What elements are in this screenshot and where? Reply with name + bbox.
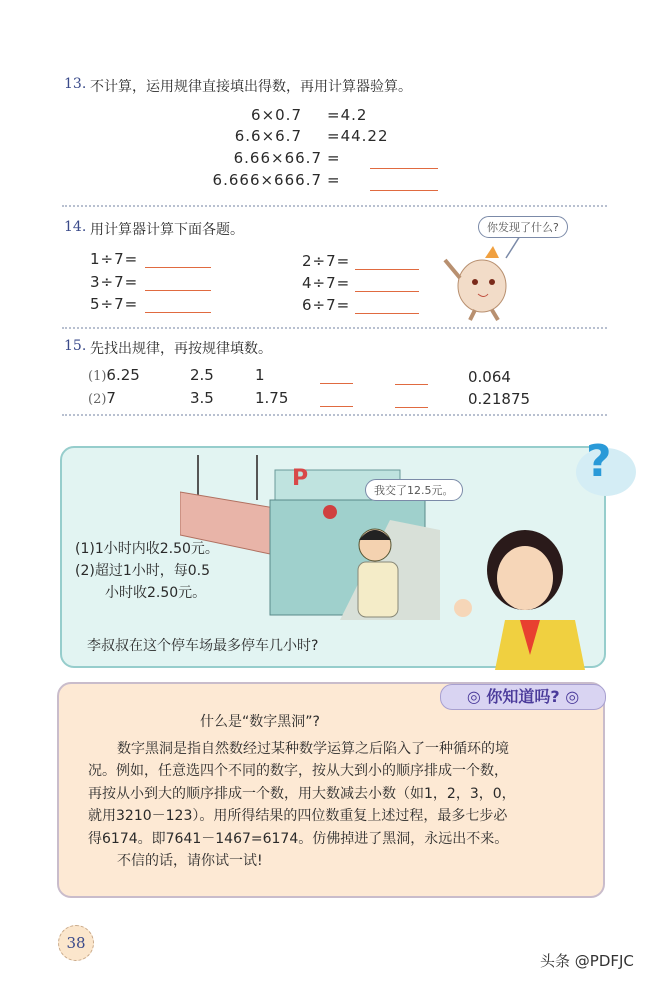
division-item: 6÷7=: [302, 296, 351, 314]
divider: [62, 327, 607, 329]
seq-value: 1.75: [255, 389, 289, 407]
division-item: 3÷7=: [90, 273, 139, 291]
equation-rhs: =: [327, 171, 341, 189]
parking-rule-2-cont: 小时收2.50元。: [105, 585, 207, 601]
division-item: 2÷7=: [302, 252, 351, 270]
parking-rule-2: (2)超过1小时，每0.5: [75, 563, 211, 579]
seq-value: 3.5: [190, 389, 214, 407]
equation-rhs: =: [327, 149, 341, 167]
answer-blank[interactable]: [395, 384, 428, 385]
division-item: 5÷7=: [90, 295, 139, 313]
equation-lhs: 6.66×66.7: [233, 149, 322, 167]
seq-value: 2.5: [190, 366, 214, 384]
answer-blank[interactable]: [145, 267, 211, 268]
seq-value: 1: [255, 366, 265, 384]
question-number-13: 13.: [64, 76, 87, 92]
equation-lhs: 6.6×6.7: [234, 127, 302, 145]
girl-illustration: [445, 520, 595, 670]
equation-lhs: 6×0.7: [251, 106, 302, 124]
answer-blank[interactable]: [320, 383, 353, 384]
question-number-14: 14.: [64, 219, 87, 235]
seq-value: 0.21875: [468, 390, 531, 408]
question-14-prompt: 用计算器计算下面各题。: [90, 222, 244, 238]
did-you-know-title: 什么是“数字黑洞”?: [200, 714, 320, 730]
answer-blank[interactable]: [355, 269, 419, 270]
divider: [62, 205, 607, 207]
equation-rhs: =44.22: [327, 127, 389, 145]
parking-sign: P: [292, 466, 309, 491]
division-item: 1÷7=: [90, 250, 139, 268]
sequence-row-1: [88, 366, 140, 384]
seq-value: 7: [106, 389, 116, 407]
row-label: (2): [88, 392, 107, 407]
mascot-illustration: [440, 238, 520, 322]
question-mark-icon: ?: [586, 436, 612, 487]
answer-blank[interactable]: [370, 190, 438, 191]
answer-blank[interactable]: [145, 312, 211, 313]
answer-blank[interactable]: [145, 290, 211, 291]
speech-bubble: 你发现了什么?: [478, 216, 568, 238]
parking-lot-illustration: [180, 450, 480, 630]
answer-blank[interactable]: [370, 168, 438, 169]
paragraph-line: 不信的话，请你试一试!: [117, 853, 263, 869]
paragraph-line: 数字黑洞是指自然数经过某种数学运算之后陷入了一种循环的境: [117, 741, 509, 757]
question-13-prompt: 不计算，运用规律直接填出得数，再用计算器验算。: [90, 79, 412, 95]
watermark: 头条 @PDFJC: [540, 952, 634, 970]
division-item: 4÷7=: [302, 274, 351, 292]
paragraph-line: 况。例如，任意选四个不同的数字，按从大到小的顺序排成一个数，: [88, 763, 508, 779]
answer-blank[interactable]: [320, 406, 353, 407]
paragraph-line: 就用3210－123）。用所得结果的四位数重复上述过程，最多七步必: [88, 808, 508, 824]
row-label: (1): [88, 369, 107, 384]
paragraph-line: 再按从小到大的顺序排成一个数，用大数减去小数（如1，2，3，0，: [88, 786, 516, 802]
page-number: 38: [58, 925, 94, 961]
answer-blank[interactable]: [355, 291, 419, 292]
did-you-know-tab: ◎ 你知道吗? ◎: [440, 684, 606, 710]
question-number-15: 15.: [64, 338, 87, 354]
answer-blank[interactable]: [395, 407, 428, 408]
sequence-row-2: [88, 389, 116, 407]
question-15-prompt: 先找出规律，再按规律填数。: [90, 341, 272, 357]
paragraph-line: 得6174。即7641－1467=6174。仿佛掉进了黑洞，永远出不来。: [88, 831, 509, 847]
answer-blank[interactable]: [355, 313, 419, 314]
seq-value: 6.25: [106, 366, 140, 384]
parking-question: 李叔叔在这个停车场最多停车几小时?: [87, 638, 319, 654]
divider: [62, 414, 607, 416]
seq-value: 0.064: [468, 368, 511, 386]
speech-bubble: 我交了12.5元。: [365, 479, 463, 501]
equation-rhs: =4.2: [327, 106, 368, 124]
equation-lhs: 6.666×666.7: [212, 171, 322, 189]
parking-rule-1: (1)1小时内收2.50元。: [75, 541, 219, 557]
